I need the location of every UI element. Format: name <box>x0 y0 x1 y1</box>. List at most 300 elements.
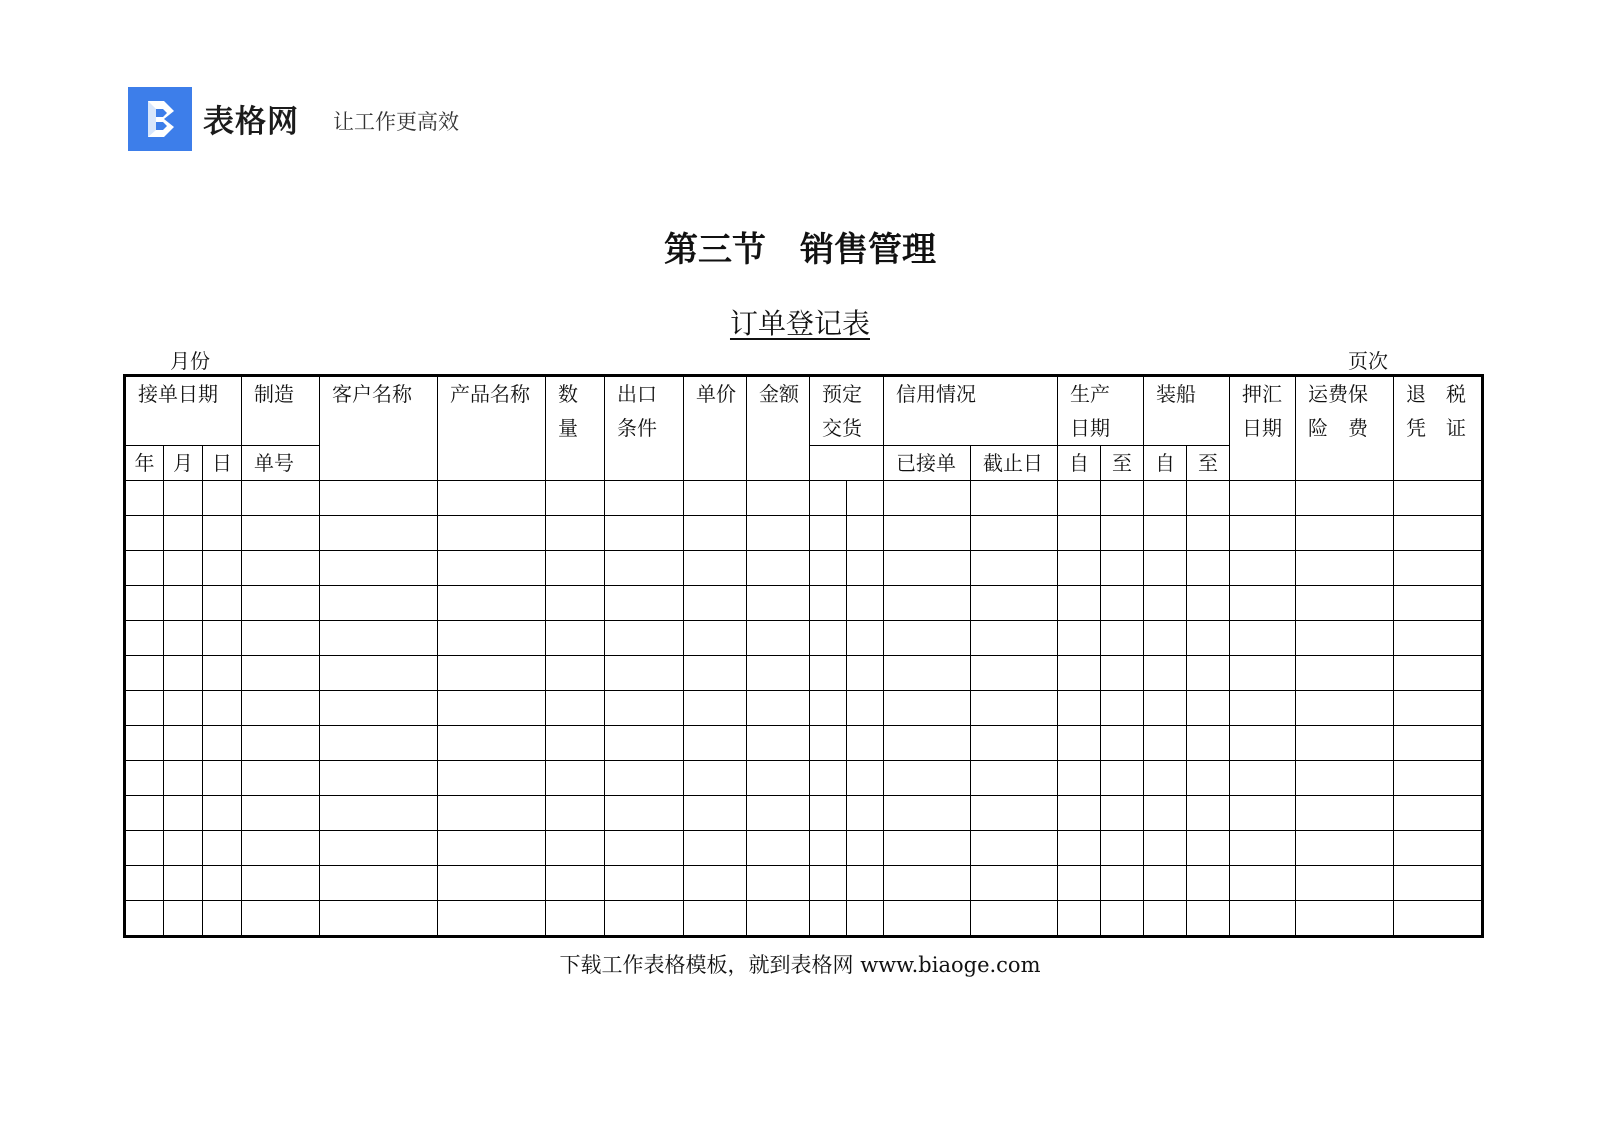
table-cell[interactable] <box>847 726 884 761</box>
header-deadline: 截止日 <box>971 446 1058 481</box>
table-cell[interactable] <box>971 586 1058 621</box>
table-cell[interactable] <box>320 796 438 831</box>
table-cell[interactable] <box>971 621 1058 656</box>
table-cell[interactable] <box>1144 621 1187 656</box>
table-cell[interactable] <box>605 621 684 656</box>
table-cell[interactable] <box>1394 866 1483 901</box>
table-cell[interactable] <box>810 516 847 551</box>
table-cell[interactable] <box>747 586 810 621</box>
table-cell[interactable] <box>203 761 242 796</box>
table-cell[interactable] <box>605 516 684 551</box>
table-cell[interactable] <box>1394 481 1483 516</box>
table-cell[interactable] <box>1394 726 1483 761</box>
table-cell[interactable] <box>125 691 164 726</box>
table-cell[interactable] <box>203 691 242 726</box>
table-cell[interactable] <box>1394 691 1483 726</box>
table-cell[interactable] <box>884 831 971 866</box>
table-cell[interactable] <box>1144 516 1187 551</box>
table-cell[interactable] <box>242 621 320 656</box>
table-cell[interactable] <box>242 726 320 761</box>
table-cell[interactable] <box>1296 866 1394 901</box>
table-cell[interactable] <box>438 656 546 691</box>
table-cell[interactable] <box>810 586 847 621</box>
table-cell[interactable] <box>847 481 884 516</box>
header-delivery-blank <box>810 446 884 481</box>
table-cell[interactable] <box>1101 866 1144 901</box>
table-cell[interactable] <box>605 761 684 796</box>
table-row <box>125 796 1483 831</box>
table-cell[interactable] <box>884 691 971 726</box>
table-cell[interactable] <box>546 481 605 516</box>
table-cell[interactable] <box>438 726 546 761</box>
table-cell[interactable] <box>747 691 810 726</box>
table-cell[interactable] <box>810 551 847 586</box>
table-cell[interactable] <box>164 831 203 866</box>
table-cell[interactable] <box>164 516 203 551</box>
table-cell[interactable] <box>546 516 605 551</box>
header-unit-price: 单价 <box>684 376 747 481</box>
table-cell[interactable] <box>125 901 164 937</box>
table-cell[interactable] <box>1187 586 1230 621</box>
table-cell[interactable] <box>1296 691 1394 726</box>
table-row <box>125 551 1483 586</box>
table-cell[interactable] <box>847 621 884 656</box>
table-cell[interactable] <box>242 761 320 796</box>
table-cell[interactable] <box>1230 621 1296 656</box>
table-cell[interactable] <box>847 516 884 551</box>
table-cell[interactable] <box>438 901 546 937</box>
table-cell[interactable] <box>203 796 242 831</box>
table-cell[interactable] <box>320 901 438 937</box>
header-prod-from: 自 <box>1058 446 1101 481</box>
table-cell[interactable] <box>684 866 747 901</box>
table-cell[interactable] <box>125 551 164 586</box>
table-cell[interactable] <box>1101 621 1144 656</box>
table-cell[interactable] <box>125 586 164 621</box>
table-cell[interactable] <box>320 726 438 761</box>
table-cell[interactable] <box>164 551 203 586</box>
table-cell[interactable] <box>1230 831 1296 866</box>
table-cell[interactable] <box>125 726 164 761</box>
table-cell[interactable] <box>164 866 203 901</box>
table-cell[interactable] <box>747 901 810 937</box>
table-cell[interactable] <box>1394 796 1483 831</box>
table-cell[interactable] <box>1296 621 1394 656</box>
table-cell[interactable] <box>1394 761 1483 796</box>
table-cell[interactable] <box>971 866 1058 901</box>
table-cell[interactable] <box>1058 901 1101 937</box>
table-cell[interactable] <box>164 481 203 516</box>
table-cell[interactable] <box>605 796 684 831</box>
table-cell[interactable] <box>320 691 438 726</box>
table-cell[interactable] <box>1058 726 1101 761</box>
brand-logo-icon <box>128 87 192 151</box>
table-cell[interactable] <box>203 831 242 866</box>
table-cell[interactable] <box>810 761 847 796</box>
table-cell[interactable] <box>1394 551 1483 586</box>
table-cell[interactable] <box>971 761 1058 796</box>
table-cell[interactable] <box>1230 656 1296 691</box>
table-cell[interactable] <box>810 726 847 761</box>
table-cell[interactable] <box>1296 481 1394 516</box>
table-row <box>125 831 1483 866</box>
table-cell[interactable] <box>1230 761 1296 796</box>
table-cell[interactable] <box>1101 551 1144 586</box>
table-cell[interactable] <box>884 866 971 901</box>
table-cell[interactable] <box>1058 551 1101 586</box>
table-cell[interactable] <box>1101 761 1144 796</box>
table-cell[interactable] <box>1296 551 1394 586</box>
table-cell[interactable] <box>438 621 546 656</box>
table-cell[interactable] <box>546 691 605 726</box>
table-cell[interactable] <box>320 586 438 621</box>
table-cell[interactable] <box>884 726 971 761</box>
table-cell[interactable] <box>847 796 884 831</box>
table-cell[interactable] <box>546 866 605 901</box>
table-cell[interactable] <box>1101 901 1144 937</box>
table-cell[interactable] <box>747 796 810 831</box>
table-cell[interactable] <box>125 656 164 691</box>
table-cell[interactable] <box>1058 481 1101 516</box>
table-cell[interactable] <box>884 481 971 516</box>
table-cell[interactable] <box>1394 831 1483 866</box>
table-cell[interactable] <box>1394 621 1483 656</box>
table-cell[interactable] <box>747 481 810 516</box>
table-cell[interactable] <box>605 726 684 761</box>
table-cell[interactable] <box>438 796 546 831</box>
table-row <box>125 481 1483 516</box>
table-cell[interactable] <box>1230 516 1296 551</box>
table-cell[interactable] <box>971 726 1058 761</box>
table-cell[interactable] <box>1187 866 1230 901</box>
table-cell[interactable] <box>810 621 847 656</box>
table-cell[interactable] <box>747 621 810 656</box>
table-cell[interactable] <box>1058 656 1101 691</box>
header-negotiation-date: 押汇 日期 <box>1230 376 1296 481</box>
table-cell[interactable] <box>847 831 884 866</box>
table-cell[interactable] <box>1144 691 1187 726</box>
header-scheduled-delivery: 预定 交货 <box>810 376 884 446</box>
table-cell[interactable] <box>1101 831 1144 866</box>
table-cell[interactable] <box>605 656 684 691</box>
form-title <box>0 302 1600 342</box>
table-cell[interactable] <box>747 516 810 551</box>
table-cell[interactable] <box>971 796 1058 831</box>
table-cell[interactable] <box>164 796 203 831</box>
table-cell[interactable] <box>1101 656 1144 691</box>
table-cell[interactable] <box>242 901 320 937</box>
table-cell[interactable] <box>847 691 884 726</box>
table-cell[interactable] <box>1394 901 1483 937</box>
table-cell[interactable] <box>1296 761 1394 796</box>
table-cell[interactable] <box>1101 691 1144 726</box>
table-cell[interactable] <box>1187 831 1230 866</box>
table-cell[interactable] <box>242 831 320 866</box>
table-cell[interactable] <box>684 516 747 551</box>
table-cell[interactable] <box>1230 901 1296 937</box>
table-cell[interactable] <box>1230 691 1296 726</box>
table-cell[interactable] <box>971 901 1058 937</box>
table-cell[interactable] <box>810 656 847 691</box>
table-cell[interactable] <box>1187 551 1230 586</box>
table-cell[interactable] <box>847 586 884 621</box>
table-cell[interactable] <box>684 621 747 656</box>
table-cell[interactable] <box>605 866 684 901</box>
table-cell[interactable] <box>1296 656 1394 691</box>
table-cell[interactable] <box>320 831 438 866</box>
table-cell[interactable] <box>1230 481 1296 516</box>
table-cell[interactable] <box>125 831 164 866</box>
table-cell[interactable] <box>203 621 242 656</box>
table-cell[interactable] <box>320 551 438 586</box>
table-cell[interactable] <box>747 866 810 901</box>
table-cell[interactable] <box>164 586 203 621</box>
table-cell[interactable] <box>971 691 1058 726</box>
table-cell[interactable] <box>847 761 884 796</box>
header-order-date: 接单日期 <box>125 376 242 446</box>
table-cell[interactable] <box>1230 796 1296 831</box>
table-cell[interactable] <box>242 551 320 586</box>
table-cell[interactable] <box>1144 726 1187 761</box>
table-cell[interactable] <box>605 901 684 937</box>
table-cell[interactable] <box>684 656 747 691</box>
table-cell[interactable] <box>242 656 320 691</box>
table-cell[interactable] <box>320 656 438 691</box>
table-cell[interactable] <box>884 901 971 937</box>
table-cell[interactable] <box>684 551 747 586</box>
table-cell[interactable] <box>242 866 320 901</box>
table-cell[interactable] <box>125 761 164 796</box>
table-cell[interactable] <box>884 796 971 831</box>
table-cell[interactable] <box>1144 586 1187 621</box>
table-cell[interactable] <box>605 481 684 516</box>
table-cell[interactable] <box>684 726 747 761</box>
table-cell[interactable] <box>546 796 605 831</box>
table-cell[interactable] <box>320 516 438 551</box>
table-cell[interactable] <box>605 551 684 586</box>
table-cell[interactable] <box>1144 831 1187 866</box>
header-ship-to: 至 <box>1187 446 1230 481</box>
table-cell[interactable] <box>810 691 847 726</box>
header-customer-name: 客户名称 <box>320 376 438 481</box>
table-cell[interactable] <box>320 761 438 796</box>
table-cell[interactable] <box>847 551 884 586</box>
header-shipment: 装船 <box>1144 376 1230 446</box>
table-cell[interactable] <box>203 516 242 551</box>
table-cell[interactable] <box>1058 866 1101 901</box>
table-cell[interactable] <box>164 621 203 656</box>
table-cell[interactable] <box>546 586 605 621</box>
table-cell[interactable] <box>438 481 546 516</box>
table-cell[interactable] <box>1144 551 1187 586</box>
header-amount: 金额 <box>747 376 810 481</box>
table-cell[interactable] <box>605 691 684 726</box>
table-cell[interactable] <box>1144 761 1187 796</box>
table-body <box>125 481 1483 937</box>
table-cell[interactable] <box>810 831 847 866</box>
table-cell[interactable] <box>546 621 605 656</box>
table-cell[interactable] <box>164 726 203 761</box>
table-cell[interactable] <box>125 796 164 831</box>
table-cell[interactable] <box>747 761 810 796</box>
table-row <box>125 761 1483 796</box>
table-cell[interactable] <box>546 656 605 691</box>
table-cell[interactable] <box>164 761 203 796</box>
table-cell[interactable] <box>546 726 605 761</box>
table-cell[interactable] <box>1187 656 1230 691</box>
table-cell[interactable] <box>1144 656 1187 691</box>
table-cell[interactable] <box>242 691 320 726</box>
table-cell[interactable] <box>438 516 546 551</box>
table-cell[interactable] <box>747 551 810 586</box>
table-cell[interactable] <box>847 901 884 937</box>
table-cell[interactable] <box>684 691 747 726</box>
table-cell[interactable] <box>1296 901 1394 937</box>
table-cell[interactable] <box>1058 796 1101 831</box>
table-cell[interactable] <box>242 586 320 621</box>
table-cell[interactable] <box>971 516 1058 551</box>
table-cell[interactable] <box>546 831 605 866</box>
table-cell[interactable] <box>438 691 546 726</box>
table-cell[interactable] <box>1187 481 1230 516</box>
table-row <box>125 516 1483 551</box>
table-cell[interactable] <box>203 866 242 901</box>
table-cell[interactable] <box>546 551 605 586</box>
table-cell[interactable] <box>1230 551 1296 586</box>
table-cell[interactable] <box>1187 691 1230 726</box>
table-cell[interactable] <box>546 901 605 937</box>
table-cell[interactable] <box>1058 586 1101 621</box>
table-cell[interactable] <box>242 796 320 831</box>
table-cell[interactable] <box>1101 481 1144 516</box>
table-cell[interactable] <box>125 621 164 656</box>
table-cell[interactable] <box>242 481 320 516</box>
table-cell[interactable] <box>203 656 242 691</box>
table-cell[interactable] <box>884 621 971 656</box>
table-cell[interactable] <box>1187 796 1230 831</box>
table-cell[interactable] <box>546 761 605 796</box>
header-export-terms: 出口 条件 <box>605 376 684 481</box>
table-cell[interactable] <box>684 796 747 831</box>
table-cell[interactable] <box>1058 516 1101 551</box>
table-cell[interactable] <box>438 831 546 866</box>
table-cell[interactable] <box>1394 656 1483 691</box>
table-cell[interactable] <box>1144 481 1187 516</box>
brand-slogan: 让工作更高效 <box>333 110 459 134</box>
table-cell[interactable] <box>1058 761 1101 796</box>
table-cell[interactable] <box>320 621 438 656</box>
table-cell[interactable] <box>884 761 971 796</box>
table-cell[interactable] <box>847 866 884 901</box>
table-cell[interactable] <box>1144 796 1187 831</box>
table-cell[interactable] <box>971 831 1058 866</box>
table-cell[interactable] <box>203 481 242 516</box>
table-cell[interactable] <box>203 901 242 937</box>
table-cell[interactable] <box>971 481 1058 516</box>
table-cell[interactable] <box>1394 516 1483 551</box>
table-cell[interactable] <box>1101 796 1144 831</box>
table-cell[interactable] <box>438 551 546 586</box>
table-cell[interactable] <box>810 866 847 901</box>
table-cell[interactable] <box>971 551 1058 586</box>
table-cell[interactable] <box>1101 586 1144 621</box>
table-cell[interactable] <box>438 761 546 796</box>
table-cell[interactable] <box>1296 796 1394 831</box>
table-cell[interactable] <box>884 586 971 621</box>
table-cell[interactable] <box>1058 621 1101 656</box>
table-cell[interactable] <box>164 901 203 937</box>
table-cell[interactable] <box>164 691 203 726</box>
table-cell[interactable] <box>684 761 747 796</box>
table-cell[interactable] <box>1296 726 1394 761</box>
table-cell[interactable] <box>684 901 747 937</box>
table-cell[interactable] <box>125 516 164 551</box>
table-row <box>125 901 1483 937</box>
table-cell[interactable] <box>1230 586 1296 621</box>
table-cell[interactable] <box>203 586 242 621</box>
table-cell[interactable] <box>1187 761 1230 796</box>
table-cell[interactable] <box>1101 726 1144 761</box>
table-cell[interactable] <box>1394 586 1483 621</box>
table-cell[interactable] <box>747 831 810 866</box>
table-cell[interactable] <box>1187 901 1230 937</box>
header-order-no: 单号 <box>242 446 320 481</box>
table-cell[interactable] <box>1296 831 1394 866</box>
table-cell[interactable] <box>1230 866 1296 901</box>
table-cell[interactable] <box>320 866 438 901</box>
table-cell[interactable] <box>884 551 971 586</box>
table-cell[interactable] <box>605 586 684 621</box>
table-cell[interactable] <box>605 831 684 866</box>
table-cell[interactable] <box>810 796 847 831</box>
table-cell[interactable] <box>847 656 884 691</box>
table-cell[interactable] <box>125 866 164 901</box>
table-cell[interactable] <box>1144 866 1187 901</box>
header-credit-status: 信用情况 <box>884 376 1058 446</box>
table-cell[interactable] <box>320 481 438 516</box>
table-cell[interactable] <box>1058 691 1101 726</box>
table-cell[interactable] <box>203 551 242 586</box>
table-cell[interactable] <box>684 586 747 621</box>
table-cell[interactable] <box>684 831 747 866</box>
table-cell[interactable] <box>242 516 320 551</box>
table-cell[interactable] <box>438 586 546 621</box>
table-cell[interactable] <box>884 516 971 551</box>
table-cell[interactable] <box>1187 516 1230 551</box>
header-row-main <box>125 376 1483 446</box>
table-cell[interactable] <box>1230 726 1296 761</box>
table-cell[interactable] <box>810 481 847 516</box>
table-cell[interactable] <box>203 726 242 761</box>
table-cell[interactable] <box>810 901 847 937</box>
table-cell[interactable] <box>1144 901 1187 937</box>
month-label: 月份 <box>170 349 210 373</box>
table-cell[interactable] <box>1296 586 1394 621</box>
table-cell[interactable] <box>438 866 546 901</box>
table-cell[interactable] <box>1101 516 1144 551</box>
table-cell[interactable] <box>747 656 810 691</box>
table-cell[interactable] <box>747 726 810 761</box>
table-cell[interactable] <box>884 656 971 691</box>
table-cell[interactable] <box>1296 516 1394 551</box>
table-cell[interactable] <box>125 481 164 516</box>
table-cell[interactable] <box>1058 831 1101 866</box>
table-cell[interactable] <box>971 656 1058 691</box>
table-cell[interactable] <box>1187 726 1230 761</box>
table-cell[interactable] <box>1187 621 1230 656</box>
table-cell[interactable] <box>164 656 203 691</box>
table-cell[interactable] <box>684 481 747 516</box>
